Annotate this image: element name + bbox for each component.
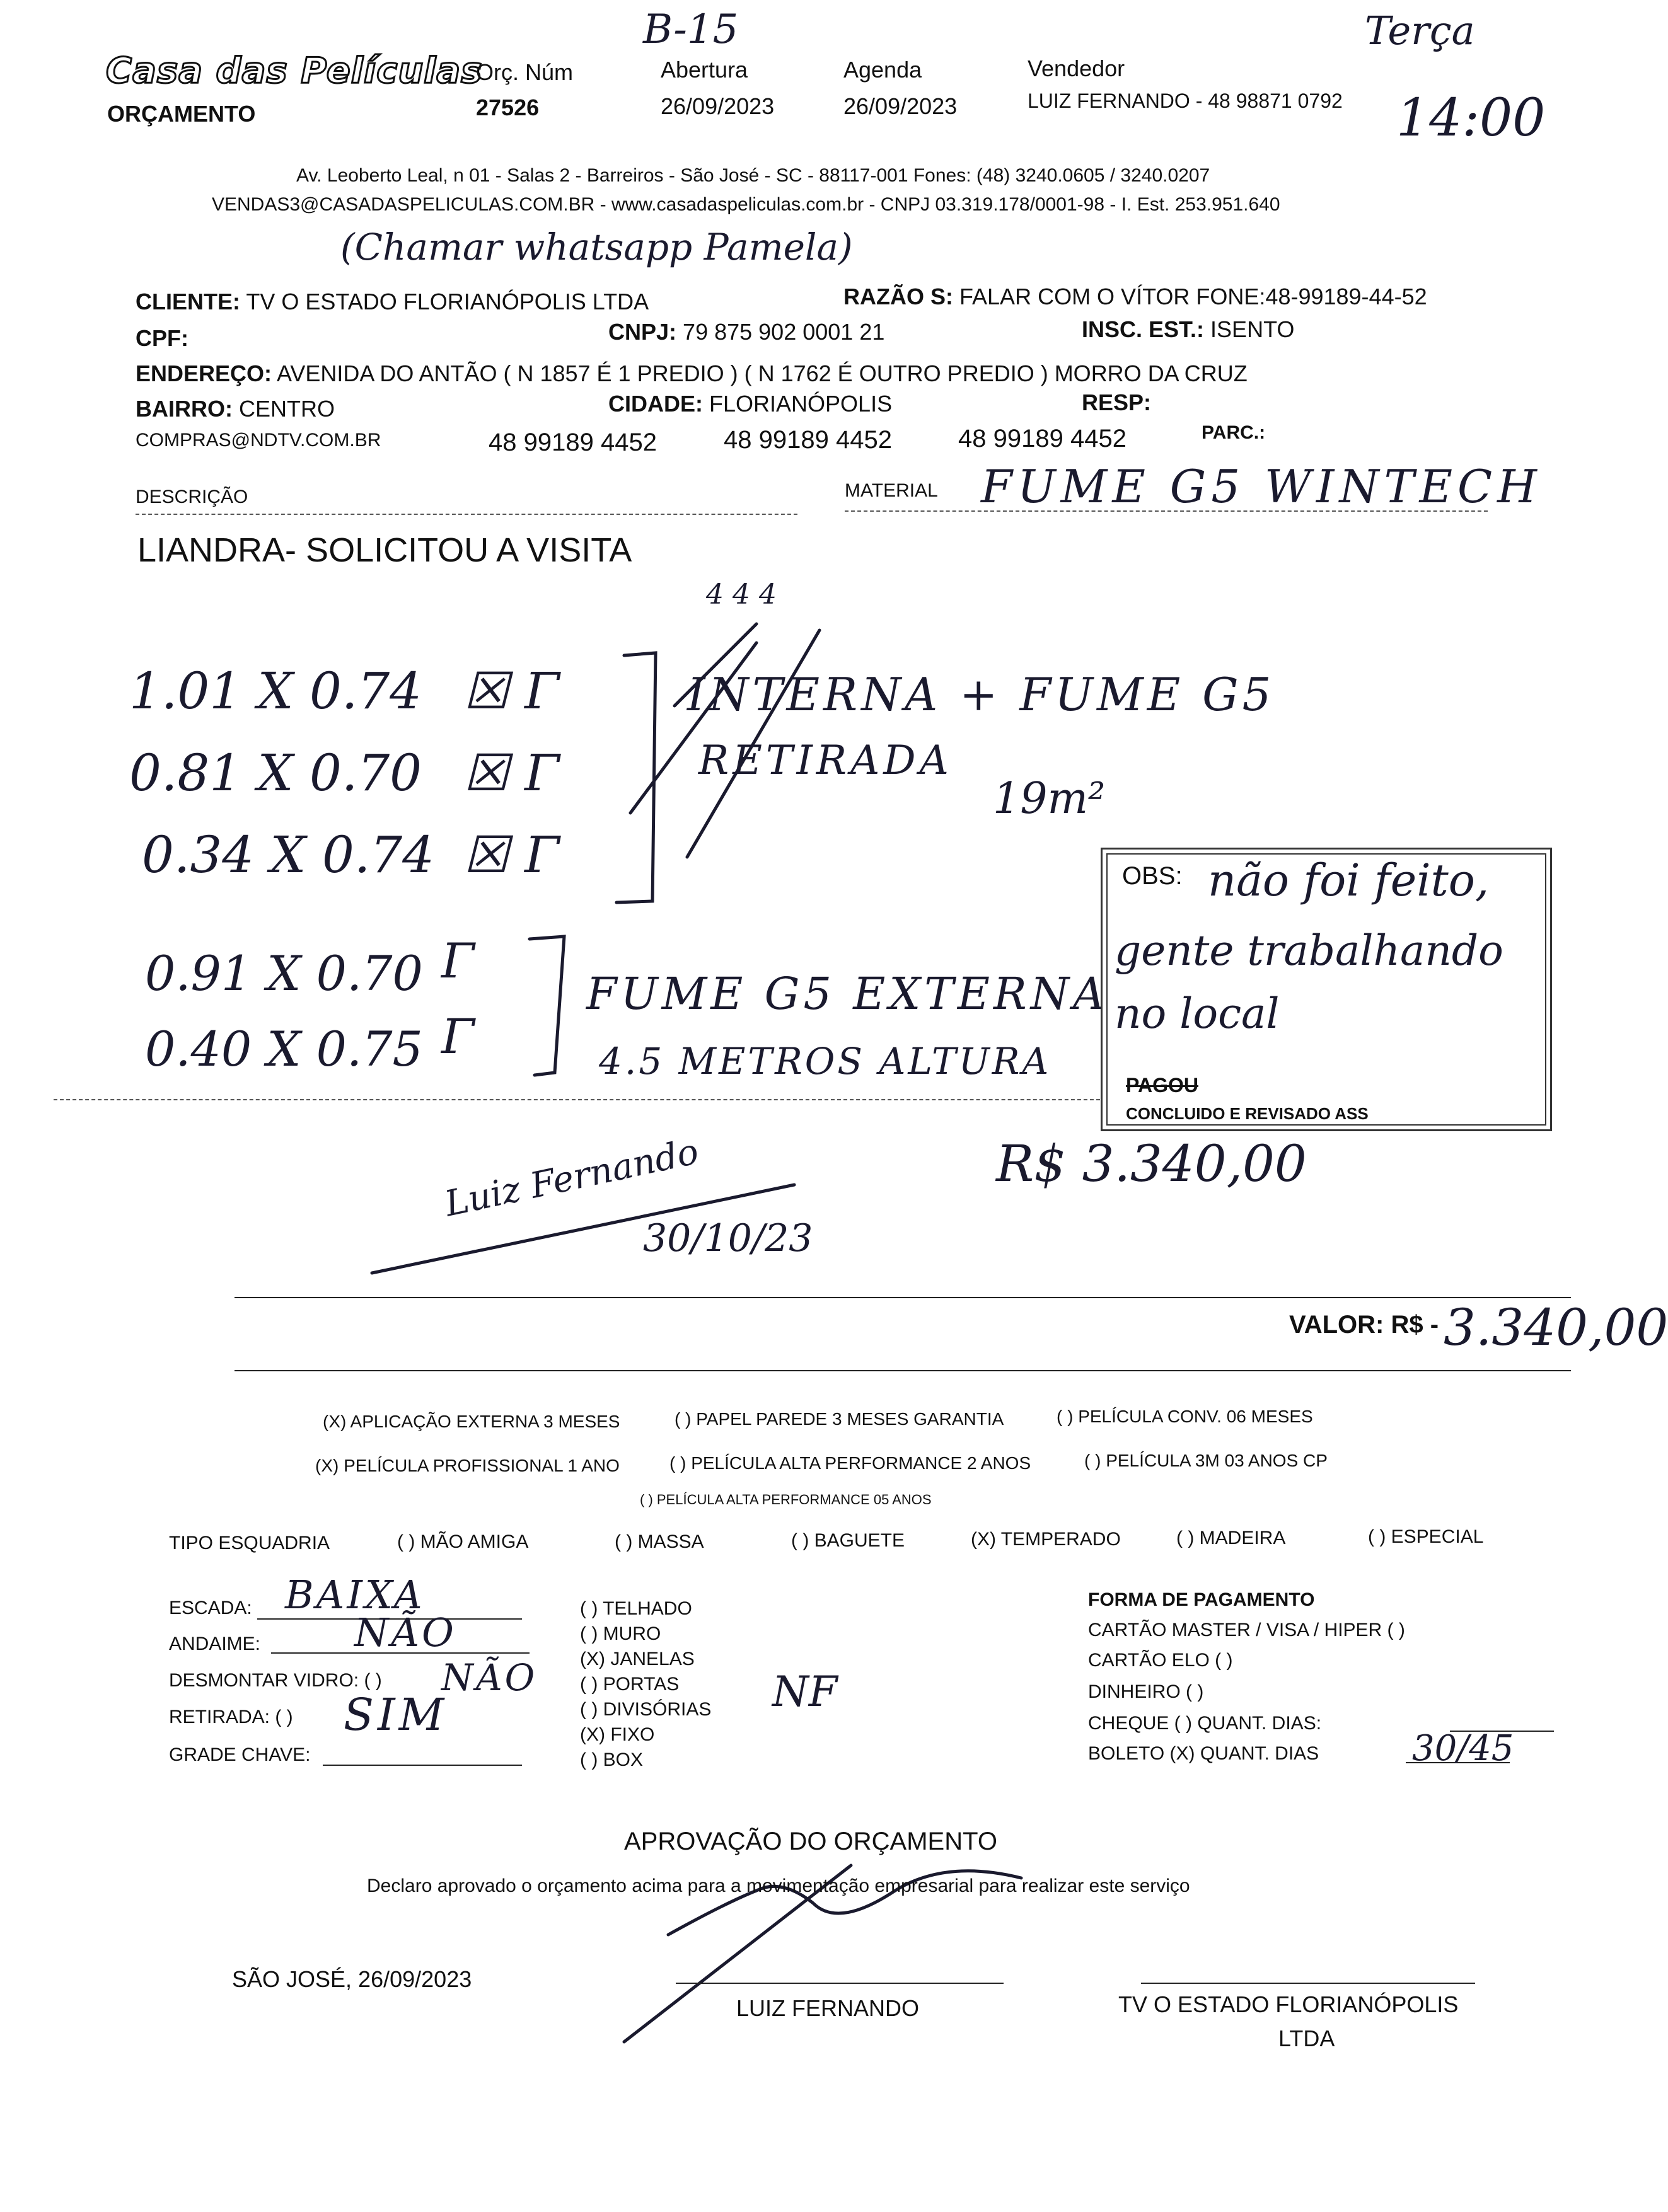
resp-label: RESP: [1082, 389, 1152, 415]
escada-value[interactable]: BAIXA [285, 1572, 425, 1618]
cnpj-value: 79 875 902 0001 21 [683, 319, 885, 345]
orc-num-label: Orç. Núm [476, 59, 574, 85]
insc-label: INSC. EST.: [1082, 316, 1205, 342]
payment-title: FORMA DE PAGAMENTO [1088, 1589, 1315, 1610]
client-phone-3: 48 99189 4452 [958, 425, 1126, 452]
measure-b-2: 0.40 X 0.75 [145, 1021, 423, 1077]
abertura-value: 26/09/2023 [661, 93, 775, 119]
group-b-line-1: FUME G5 EXTERNA [586, 968, 1109, 1020]
andaime-value[interactable]: NÃO [354, 1610, 456, 1656]
pagou-label: PAGOU [1126, 1074, 1198, 1097]
abertura-label: Abertura [661, 57, 748, 83]
warranty-option[interactable]: ( ) PELÍCULA CONV. 06 MESES [1057, 1407, 1313, 1426]
cidade-label: CIDADE: [608, 391, 703, 417]
handwritten-day: Terça [1365, 8, 1475, 54]
desmontar-value[interactable]: NÃO [441, 1656, 538, 1699]
client-sign-line [1141, 1983, 1475, 1984]
place-option[interactable]: ( ) MURO [580, 1623, 661, 1644]
place-option[interactable]: ( ) TELHADO [580, 1598, 692, 1619]
insc-value: ISENTO [1210, 316, 1295, 342]
concluido-label: CONCLUIDO E REVISADO ASS [1126, 1104, 1369, 1123]
escada-label: ESCADA: [169, 1598, 252, 1618]
obs-note-1: não foi feito, [1208, 855, 1490, 906]
client-phone-1: 48 99189 4452 [489, 429, 657, 456]
endereco-value: AVENIDA DO ANTÃO ( N 1857 É 1 PREDIO ) ( N 1762 É OUTRO PREDIO ) MORRO DA CRUZ [277, 360, 1248, 386]
seller-sign-name: LUIZ FERNANDO [736, 1995, 920, 2021]
corner-mark-b: Γ [441, 933, 475, 989]
retirada-value[interactable]: SIM [344, 1689, 448, 1741]
warranty-option[interactable]: ( ) PELÍCULA 3M 03 ANOS CP [1084, 1451, 1328, 1470]
parc-label: PARC.: [1202, 422, 1266, 443]
esquadria-option[interactable]: ( ) ESPECIAL [1368, 1526, 1484, 1547]
description-main-text: LIANDRA- SOLICITOU A VISITA [137, 531, 632, 569]
measure-b-1: 0.91 X 0.70 [145, 945, 423, 1001]
place-option[interactable]: (X) FIXO [580, 1724, 655, 1745]
handwritten-time: 14:00 [1396, 88, 1546, 148]
place-option[interactable]: ( ) DIVISÓRIAS [580, 1699, 712, 1720]
bracket-group-b [530, 936, 564, 1075]
cliente-value: TV O ESTADO FLORIANÓPOLIS LTDA [246, 289, 649, 314]
doc-type-title: ORÇAMENTO [107, 101, 256, 127]
cpf-label: CPF: [136, 325, 188, 351]
company-contact: VENDAS3@CASADASPELICULAS.COM.BR - www.casadaspeliculas.com.br - CNPJ 03.319.178/0001-98 - I. Est. 253.951.640 [212, 194, 1280, 215]
orc-num-value: 27526 [476, 95, 540, 120]
razao-label: RAZÃO S: [843, 284, 953, 309]
esquadria-option[interactable]: ( ) BAGUETE [791, 1530, 905, 1551]
cliente-label: CLIENTE: [136, 289, 240, 314]
approval-place-date: SÃO JOSÉ, 26/09/2023 [232, 1966, 472, 1992]
place-option[interactable]: ( ) PORTAS [580, 1674, 680, 1695]
place-option[interactable]: ( ) BOX [580, 1749, 644, 1770]
valor-label: VALOR: R$ - [1289, 1311, 1439, 1339]
corner-mark-b: Γ [441, 1008, 475, 1064]
handwritten-signature-date: 30/10/23 [643, 1216, 813, 1260]
warranty-option[interactable]: (X) PELÍCULA PROFISSIONAL 1 ANO [315, 1456, 620, 1475]
warranty-option-cut[interactable]: ( ) PELÍCULA ALTA PERFORMANCE 05 ANOS [640, 1492, 932, 1507]
company-address: Av. Leoberto Leal, n 01 - Salas 2 - Barreiros - São José - SC - 88117-001 Fones: (48) 3240.0605 / 3240.0207 [296, 165, 1210, 186]
cidade-value: FLORIANÓPOLIS [709, 391, 893, 417]
handwritten-signature-name: Luiz Fernando [441, 1131, 702, 1225]
place-option[interactable]: (X) JANELAS [580, 1649, 695, 1669]
warranty-option[interactable]: (X) APLICAÇÃO EXTERNA 3 MESES [323, 1412, 620, 1431]
obs-note-3: no local [1115, 989, 1280, 1038]
material-label: MATERIAL [845, 480, 938, 501]
measure-a-3: 0.34 X 0.74 [142, 826, 435, 884]
endereco-label: ENDEREÇO: [136, 360, 272, 386]
approval-title: APROVAÇÃO DO ORÇAMENTO [624, 1828, 997, 1855]
client-sign-name-2: LTDA [1278, 2025, 1335, 2051]
seller-sign-line [676, 1983, 1004, 1984]
payment-option[interactable]: CHEQUE ( ) QUANT. DIAS: [1088, 1713, 1322, 1734]
obs-note-2: gente trabalhando [1115, 926, 1503, 975]
payment-option[interactable]: CARTÃO MASTER / VISA / HIPER ( ) [1088, 1620, 1405, 1640]
checkbox-marks-a: ☒ Γ [463, 826, 560, 884]
payment-option[interactable]: DINHEIRO ( ) [1088, 1681, 1204, 1702]
descricao-label: DESCRIÇÃO [136, 487, 248, 507]
description-bottom-rule [54, 1099, 1100, 1100]
esquadria-option[interactable]: ( ) MÃO AMIGA [397, 1531, 529, 1552]
material-value: FUME G5 WINTECH [981, 460, 1542, 513]
agenda-value: 26/09/2023 [843, 93, 958, 119]
agenda-label: Agenda [843, 57, 922, 83]
group-a-line-1: INTERNA + FUME G5 [687, 668, 1275, 721]
company-logo: Casa das Películas [106, 50, 483, 91]
grade-label: GRADE CHAVE: [169, 1744, 311, 1765]
handwritten-note: (Chamar whatsapp Pamela) [340, 226, 853, 268]
valor-handwritten: 3.340,00 [1444, 1298, 1668, 1357]
payment-option[interactable]: BOLETO (X) QUANT. DIAS [1088, 1743, 1319, 1764]
bairro-label: BAIRRO: [136, 396, 233, 422]
esquadria-option[interactable]: ( ) MASSA [615, 1531, 704, 1552]
checkbox-marks-a: ☒ Γ [463, 662, 560, 720]
cnpj-label: CNPJ: [608, 319, 677, 345]
handwritten-arrows: 4 4 4 [706, 579, 777, 611]
esquadria-option[interactable]: ( ) MADEIRA [1176, 1528, 1286, 1548]
grade-line [323, 1765, 522, 1766]
valor-top-rule [235, 1297, 1571, 1298]
razao-value: FALAR COM O VÍTOR FONE:48-99189-44-52 [959, 284, 1427, 309]
esquadria-label: TIPO ESQUADRIA [169, 1533, 330, 1553]
handwritten-code: B-15 [643, 6, 739, 53]
vendedor-label: Vendedor [1028, 55, 1125, 81]
group-b-line-2: 4.5 METROS ALTURA [599, 1040, 1051, 1083]
handwritten-nf: NF [772, 1668, 838, 1716]
group-a-area: 19m² [993, 774, 1106, 824]
boleto-days-value[interactable]: 30/45 [1412, 1728, 1514, 1769]
bairro-value: CENTRO [239, 396, 335, 422]
approval-statement: Declaro aprovado o orçamento acima para a movimentação empresarial para realizar este serviço [367, 1875, 1190, 1896]
bracket-group-a [617, 653, 656, 902]
valor-bottom-rule [235, 1370, 1571, 1371]
esquadria-option[interactable]: (X) TEMPERADO [971, 1529, 1121, 1550]
retirada-label: RETIRADA: ( ) [169, 1707, 293, 1727]
warranty-option[interactable]: ( ) PELÍCULA ALTA PERFORMANCE 2 ANOS [669, 1453, 1031, 1473]
client-sign-name-1: TV O ESTADO FLORIANÓPOLIS [1118, 1991, 1459, 2017]
desmontar-label: DESMONTAR VIDRO: ( ) [169, 1670, 382, 1691]
vendedor-value: LUIZ FERNANDO - 48 98871 0792 [1028, 89, 1343, 112]
warranty-option[interactable]: ( ) PAPEL PAREDE 3 MESES GARANTIA [675, 1409, 1004, 1429]
measure-a-2: 0.81 X 0.70 [129, 744, 422, 802]
client-email: COMPRAS@NDTV.COM.BR [136, 430, 381, 451]
payment-option[interactable]: CARTÃO ELO ( ) [1088, 1650, 1233, 1671]
group-a-line-2: RETIRADA [698, 737, 953, 784]
measure-a-1: 1.01 X 0.74 [129, 662, 422, 720]
andaime-label: ANDAIME: [169, 1633, 261, 1654]
handwritten-total: R$ 3.340,00 [996, 1134, 1307, 1193]
client-phone-2: 48 99189 4452 [724, 426, 892, 454]
obs-label: OBS: [1122, 862, 1183, 890]
checkbox-marks-a: ☒ Γ [463, 744, 560, 802]
